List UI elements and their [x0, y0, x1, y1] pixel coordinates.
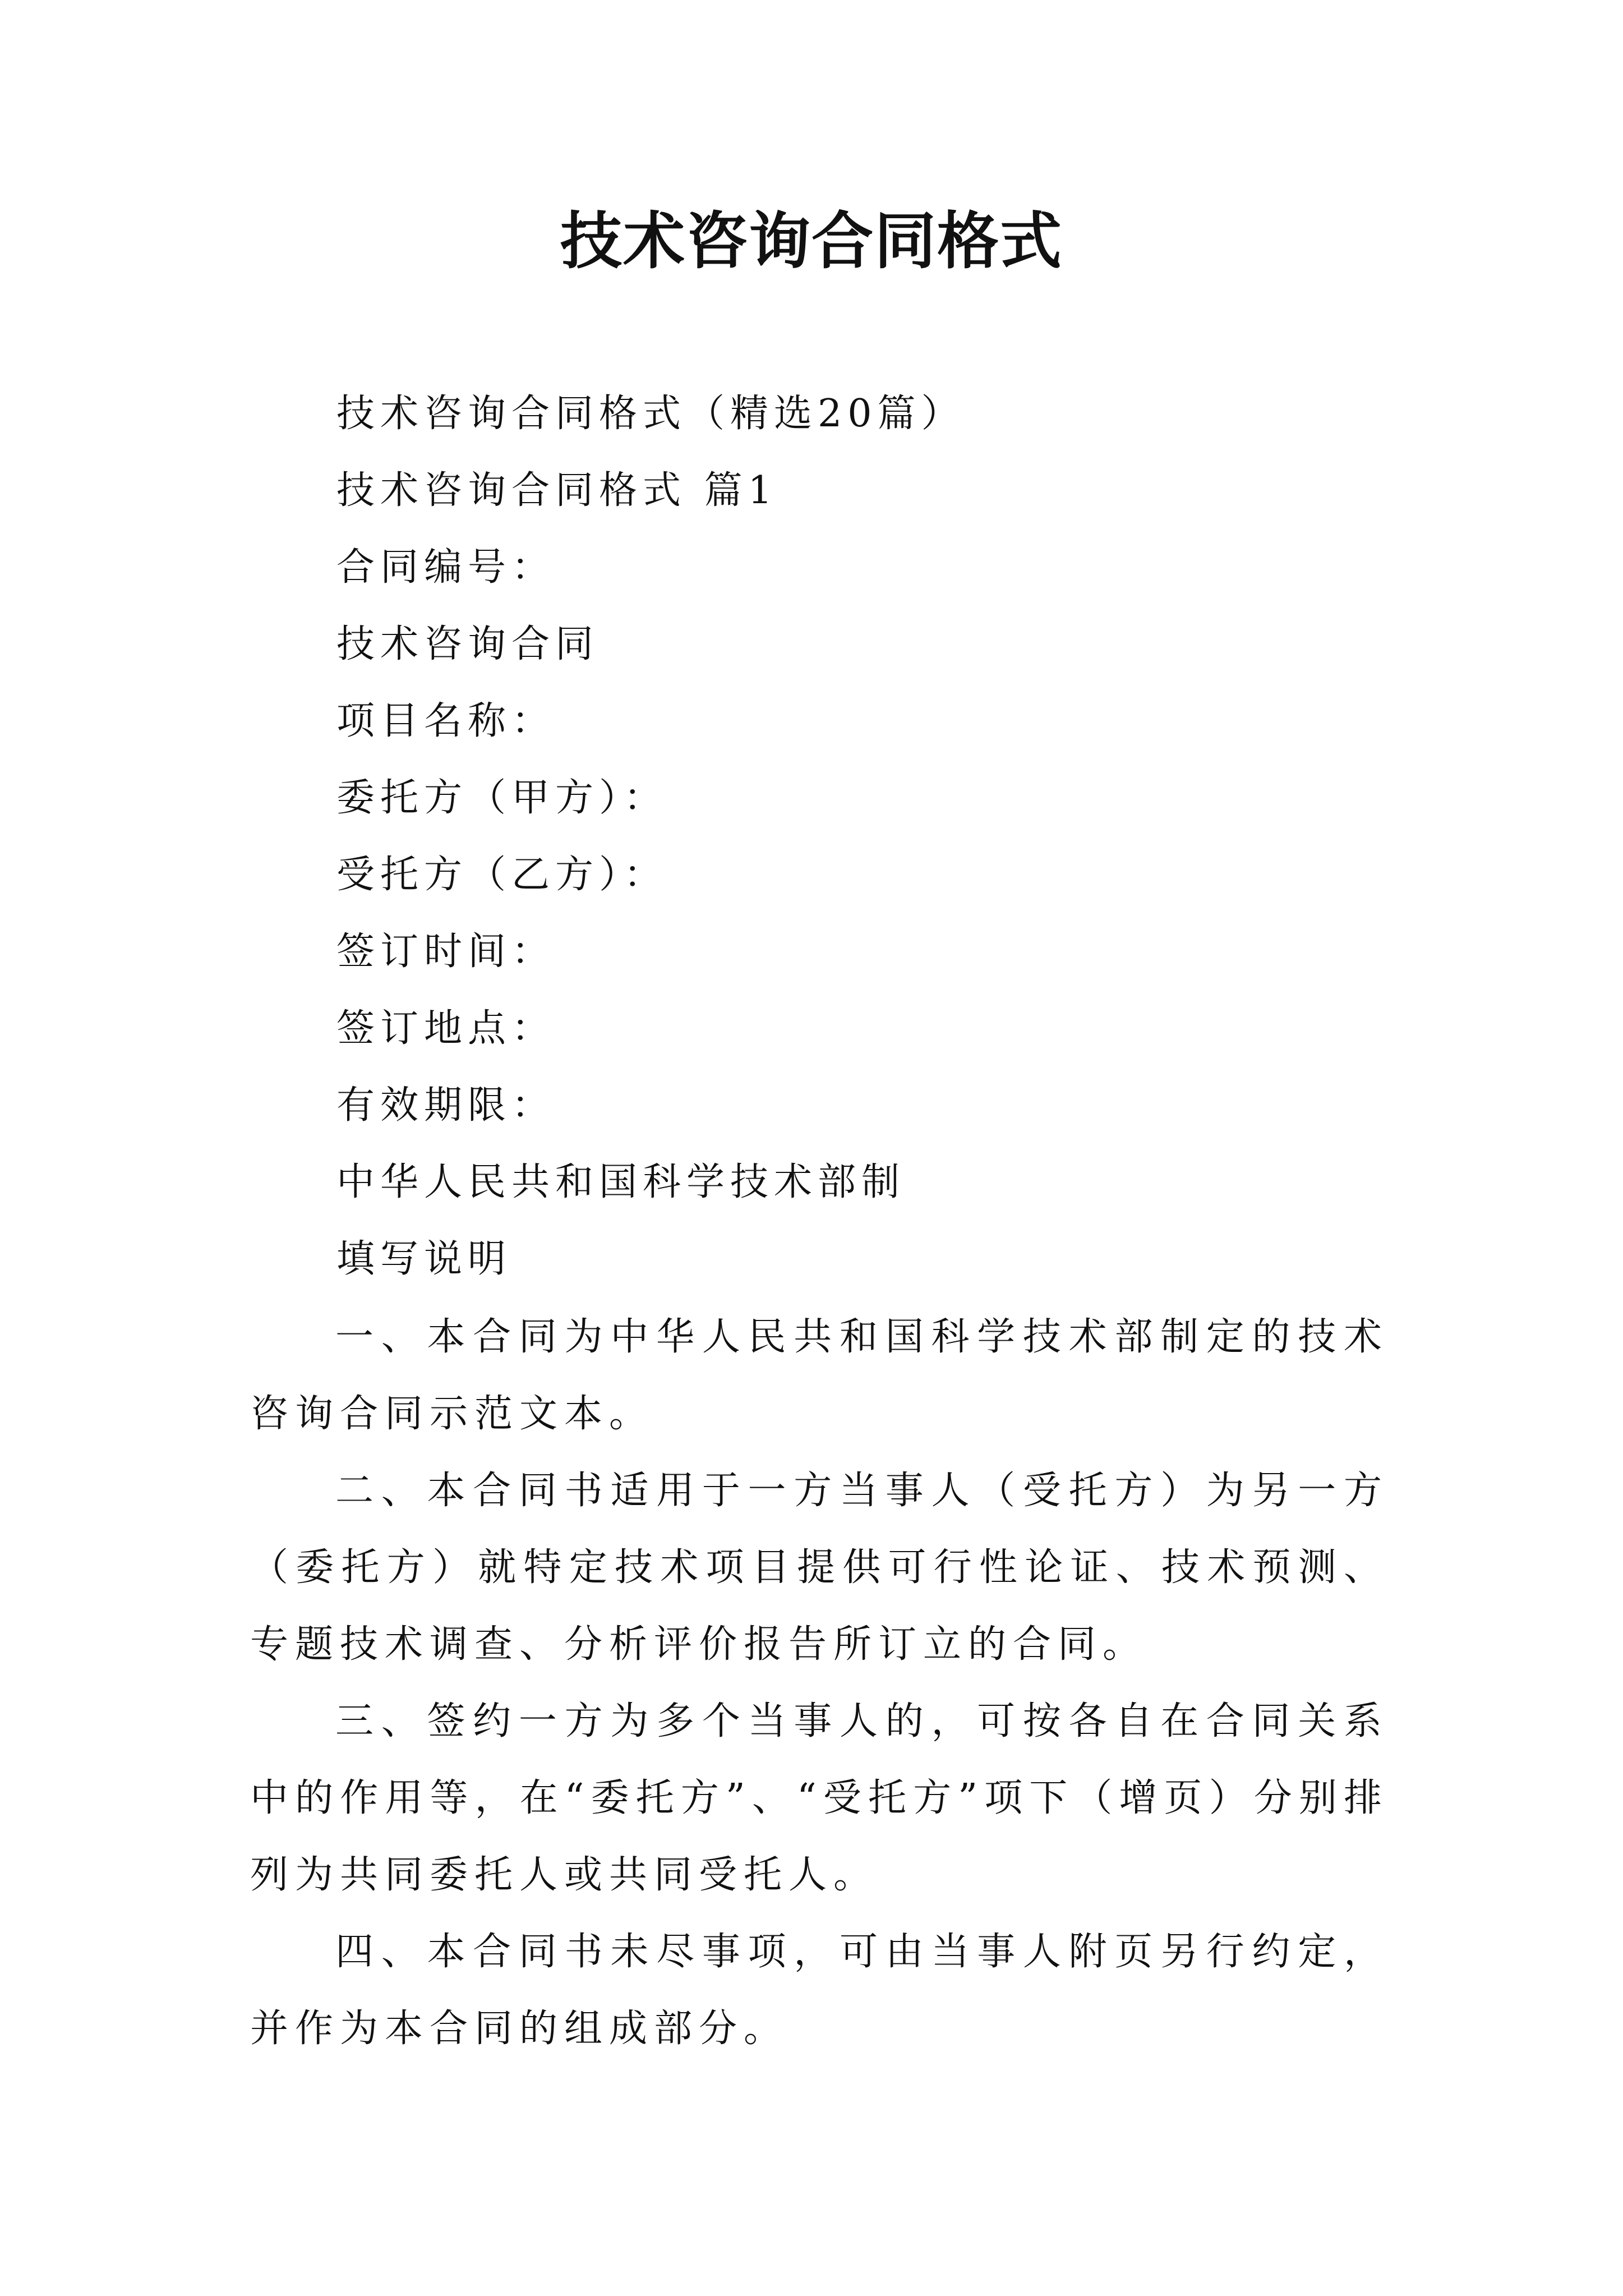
signing-date-label: 签订时间： — [336, 930, 556, 974]
consultant-party-label: 受托方（乙方）： — [336, 853, 668, 897]
subtitle-line: 技术咨询合同格式（精选20篇） — [336, 392, 965, 436]
instruction-paragraph-3: 三、签约一方为多个当事人的，可按各自在合同关系中的作用等，在“委托方”、“受托方”项下（增页）分别排列为共同委托人或共同受托人。 — [250, 1699, 1389, 1897]
document-title: 技术咨询合同格式 — [560, 205, 1063, 277]
contract-type-label: 技术咨询合同 — [336, 622, 600, 666]
contract-number-label: 合同编号： — [336, 545, 556, 590]
instruction-paragraph-1: 一、本合同为中华人民共和国科学技术部制定的技术咨询合同示范文本。 — [250, 1315, 1389, 1436]
section-heading: 技术咨询合同格式 篇1 — [336, 468, 778, 513]
validity-period-label: 有效期限： — [336, 1083, 556, 1128]
project-name-label: 项目名称： — [336, 699, 556, 743]
instruction-paragraph-2: 二、本合同书适用于一方当事人（受托方）为另一方（委托方）就特定技术项目提供可行性论证、技术预测、专题技术调查、分析评价报告所订立的合同。 — [250, 1469, 1389, 1667]
client-party-label: 委托方（甲方）： — [336, 776, 668, 820]
issuer-line: 中华人民共和国科学技术部制 — [336, 1160, 906, 1204]
instruction-paragraph-4: 四、本合同书未尽事项，可由当事人附页另行约定，并作为本合同的组成部分。 — [250, 1930, 1389, 2051]
instructions-heading: 填写说明 — [336, 1237, 512, 1281]
signing-place-label: 签订地点： — [336, 1006, 556, 1051]
